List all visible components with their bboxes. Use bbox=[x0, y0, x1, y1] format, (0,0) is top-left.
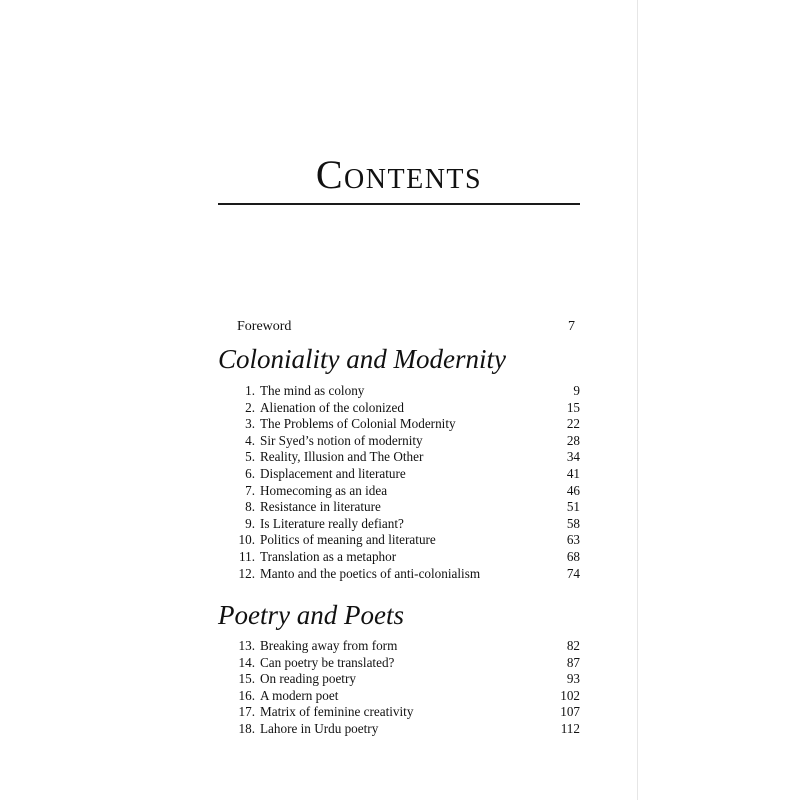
page-edge-line bbox=[637, 0, 638, 800]
entry-number: 7. bbox=[245, 482, 255, 498]
entry-number: 5. bbox=[245, 449, 255, 465]
entry-page-number: 93 bbox=[566, 671, 580, 687]
entry-page-number: 41 bbox=[566, 465, 580, 481]
toc-list bbox=[218, 638, 580, 738]
entry-title: Breaking away from form bbox=[260, 638, 398, 653]
entry-page-number: 15 bbox=[566, 399, 580, 415]
entry-page-number: 107 bbox=[560, 704, 580, 720]
entry-page-number: 34 bbox=[566, 449, 580, 465]
entry-page-number: 58 bbox=[566, 515, 580, 531]
entry-number: 8. bbox=[245, 499, 255, 515]
entry-page-number: 82 bbox=[566, 638, 580, 653]
entry-number: 11. bbox=[239, 548, 255, 564]
entry-title: Manto and the poetics of anti-colonialism bbox=[260, 565, 481, 581]
entry-number: 15. bbox=[238, 671, 255, 687]
toc-entry bbox=[218, 549, 580, 566]
entry-title: Politics of meaning and literature bbox=[260, 532, 436, 548]
entry-title: The Problems of Colonial Modernity bbox=[260, 416, 456, 432]
toc-entry bbox=[218, 638, 580, 655]
entry-title: Reality, Illusion and The Other bbox=[260, 449, 424, 465]
entry-page-number: 28 bbox=[566, 432, 580, 448]
toc-entry bbox=[218, 566, 580, 583]
entry-title: Can poetry be translated? bbox=[260, 654, 395, 670]
toc-entry bbox=[218, 671, 580, 688]
entry-page-number: 112 bbox=[560, 720, 580, 736]
entry-title: Translation as a metaphor bbox=[260, 548, 397, 564]
toc-entry bbox=[218, 688, 580, 705]
entry-page-number: 63 bbox=[566, 532, 580, 548]
toc-entry bbox=[218, 400, 580, 417]
toc-entry bbox=[218, 704, 580, 721]
foreword-label: Foreword bbox=[237, 319, 292, 334]
entry-title: Homecoming as an idea bbox=[260, 482, 388, 498]
entry-title: Sir Syed’s notion of modernity bbox=[260, 432, 423, 448]
section-heading: Coloniality and Modernity bbox=[218, 344, 506, 374]
toc-entry bbox=[218, 532, 580, 549]
entry-page-number: 87 bbox=[566, 654, 580, 670]
entry-title: Lahore in Urdu poetry bbox=[260, 720, 379, 736]
entry-number: 10. bbox=[238, 532, 255, 548]
entry-number: 6. bbox=[245, 465, 255, 481]
entry-title: The mind as colony bbox=[260, 383, 365, 398]
entry-page-number: 51 bbox=[566, 499, 580, 515]
entry-title: Displacement and literature bbox=[260, 465, 406, 481]
toc-list bbox=[218, 383, 580, 582]
entry-page-number: 22 bbox=[566, 416, 580, 432]
toc-entry bbox=[218, 499, 580, 516]
entry-number: 9. bbox=[245, 515, 255, 531]
entry-number: 4. bbox=[245, 432, 255, 448]
entry-number: 12. bbox=[238, 565, 255, 581]
entry-page-number: 102 bbox=[560, 687, 580, 703]
entry-page-number: 46 bbox=[566, 482, 580, 498]
toc-entry bbox=[218, 483, 580, 500]
entry-title: Matrix of feminine creativity bbox=[260, 704, 414, 720]
entry-title: Is Literature really defiant? bbox=[260, 515, 404, 531]
entry-title: Resistance in literature bbox=[260, 499, 381, 515]
section-heading: Poetry and Poets bbox=[218, 600, 404, 630]
toc-entry bbox=[218, 383, 580, 400]
toc-entry bbox=[218, 449, 580, 466]
foreword-entry bbox=[237, 318, 581, 336]
entry-number: 1. bbox=[245, 383, 255, 398]
page-title: Contents bbox=[315, 152, 483, 197]
foreword-page: 7 bbox=[568, 319, 575, 334]
toc-entry bbox=[218, 466, 580, 483]
toc-entry bbox=[218, 516, 580, 533]
entry-page-number: 74 bbox=[566, 565, 580, 581]
toc-entry bbox=[218, 433, 580, 450]
toc-entry bbox=[218, 655, 580, 672]
entry-number: 2. bbox=[245, 399, 255, 415]
toc-entry bbox=[218, 416, 580, 433]
entry-title: Alienation of the colonized bbox=[260, 399, 404, 415]
entry-number: 16. bbox=[238, 687, 255, 703]
entry-page-number: 68 bbox=[566, 548, 580, 564]
title-rule bbox=[218, 203, 580, 205]
entry-number: 17. bbox=[238, 704, 255, 720]
entry-number: 13. bbox=[238, 638, 255, 653]
entry-page-number: 9 bbox=[573, 383, 580, 398]
entry-number: 3. bbox=[245, 416, 255, 432]
entry-title: A modern poet bbox=[260, 687, 339, 703]
entry-number: 18. bbox=[238, 720, 255, 736]
entry-number: 14. bbox=[238, 654, 255, 670]
toc-entry bbox=[218, 721, 580, 738]
entry-title: On reading poetry bbox=[260, 671, 356, 687]
